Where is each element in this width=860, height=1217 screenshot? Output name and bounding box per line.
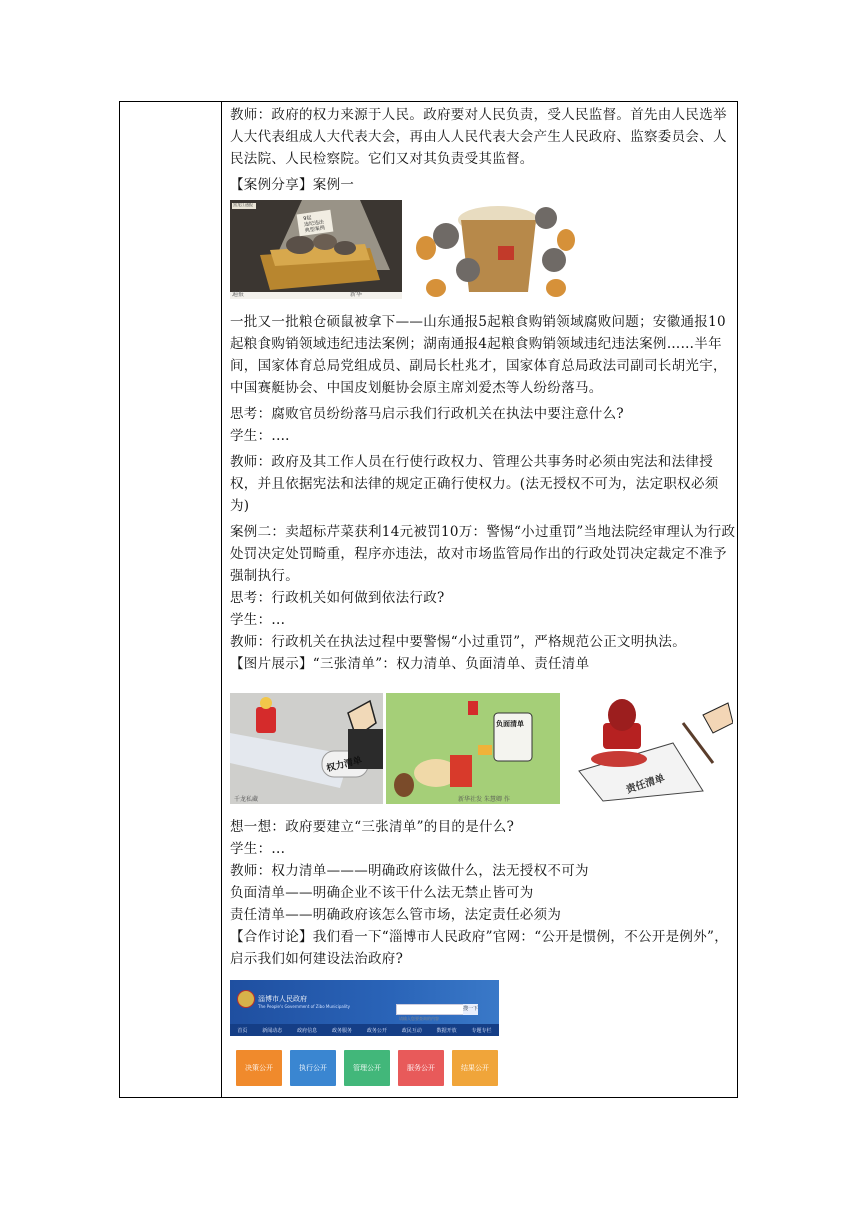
negative-list-explanation: 负面清单——明确企业不该干什么法无禁止皆可为: [230, 885, 534, 901]
teacher-paragraph-1: 教师：政府的权力来源于人民。政府要对人民负责，受人民监督。首先由人民选举人大代表组成人大代表大会，再由人人民代表大会产生人民政府、监察委员会、人民法院、人民检察院。它们又对其负责受其监督。: [230, 107, 727, 167]
grain-rats-image: [230, 200, 402, 299]
website-nav: [230, 1024, 499, 1036]
think-question-2: 思考：行政机关如何做到依法行政?: [230, 590, 445, 606]
student-answer-2: 学生：...: [230, 612, 286, 628]
case-one-heading: 【案例分享】案例一: [230, 177, 355, 193]
case-one-text: 一批又一批粮仓硕鼠被拿下——山东通报5起粮食购销领域腐败问题；安徽通报10起粮食购销领域违纪违法案例；湖南通报4起粮食购销领域违纪违法案例……半年间，国家体育总局党组成员、副局长杜兆才，国家体育总局政法司副司长胡光宇，中国赛艇协会、中国皮划艇协会原主席刘爱杰等人纷纷落马。: [230, 314, 727, 396]
nav-item: 政府信息: [297, 1027, 318, 1034]
power-list-illustration: [230, 693, 383, 804]
service-disclosure-button: 服务公开: [398, 1050, 444, 1086]
teacher-paragraph-2: 教师：政府及其工作人员在行使行政权力、管理公共事务时必须由宪法和法律授权，并且依据宪法和法律的规定正确行使权力。(法无授权不可为，法定职权必须为): [230, 454, 719, 514]
case-one-images: [230, 200, 736, 299]
execution-disclosure-button: 执行公开: [290, 1050, 336, 1086]
zibo-website-screenshot: [230, 980, 499, 1036]
column-divider: [221, 102, 222, 1097]
three-lists-images: [230, 693, 736, 804]
nav-item: 政务服务: [332, 1027, 353, 1034]
content-cell: [230, 102, 736, 1086]
student-answer-3: 学生：...: [230, 841, 286, 857]
power-list-explanation: 教师：权力清单———明确政府该做什么，法无授权不可为: [230, 863, 589, 879]
nav-item: 数据开放: [436, 1027, 457, 1034]
result-disclosure-button: 结果公开: [452, 1050, 498, 1086]
search-placeholder: 请输入您要查询的内容: [399, 1016, 439, 1021]
disclosure-buttons: [236, 1050, 736, 1086]
responsibility-list-label: 责任清单: [624, 772, 667, 796]
website-title: 淄博市人民政府: [258, 995, 307, 1003]
picture-display-heading: 【图片展示】“三张清单”：权力清单、负面清单、责任清单: [230, 656, 590, 672]
image-caption-right: 新华: [350, 291, 363, 298]
negative-list-caption: 新华社发 朱慧卿 作: [458, 796, 510, 803]
website-subtitle: The People's Government of Zibo Municipality: [258, 1004, 350, 1009]
nav-item: 新闻动态: [262, 1027, 283, 1034]
website-search-button: 搜一下: [463, 1004, 478, 1015]
emblem-icon: [237, 990, 255, 1008]
sign-title-text: 9起 违纪违法 典型案例: [302, 215, 326, 234]
responsibility-list-image: [563, 693, 733, 804]
negative-list-image: [386, 693, 560, 804]
power-list-caption: 千龙私藏: [234, 796, 259, 803]
negative-list-illustration: [386, 693, 560, 804]
rats-money-illustration: [406, 200, 578, 299]
image-caption-left: 遍报: [232, 291, 245, 298]
sign-small-text: 黑龙江通报: [233, 202, 253, 207]
nav-item: 政务公开: [366, 1027, 387, 1034]
lesson-table: [119, 101, 738, 1098]
management-disclosure-button: 管理公开: [344, 1050, 390, 1086]
decision-disclosure-button: 决策公开: [236, 1050, 282, 1086]
cooperation-discussion: 【合作讨论】我们看一下“淄博市人民政府”官网：“公开是惯例，不公开是例外”，启示我们如何建设法治政府?: [230, 929, 729, 967]
negative-list-label: 负面清单: [496, 720, 524, 728]
case-two-text: 案例二：卖超标芹菜获利14元被罚10万：警惕“小过重罚”当地法院经审理认为行政处罚决定处罚畸重，程序亦违法，故对市场监管局作出的行政处罚决定裁定不准予强制执行。: [230, 524, 736, 584]
think-question-1: 思考：腐败官员纷纷落马启示我们行政机关在执法中要注意什么?: [230, 406, 624, 422]
power-list-label: 权力清单: [325, 755, 364, 775]
think-question-3: 想一想：政府要建立“三张清单”的目的是什么?: [230, 819, 515, 835]
responsibility-list-explanation: 责任清单——明确政府该怎么管市场，法定责任必须为: [230, 907, 562, 923]
website-search-input: [396, 1004, 464, 1021]
student-answer-1: 学生：.…: [230, 428, 290, 444]
rats-with-money-bags-image: [406, 200, 578, 299]
nav-item: 专题专栏: [471, 1027, 492, 1034]
power-list-image: [230, 693, 383, 804]
nav-item: 首页: [237, 1027, 248, 1034]
nav-item: 政民互动: [401, 1027, 422, 1034]
teacher-paragraph-3: 教师：行政机关在执法过程中要警惕“小过重罚”，严格规范公正文明执法。: [230, 634, 687, 650]
